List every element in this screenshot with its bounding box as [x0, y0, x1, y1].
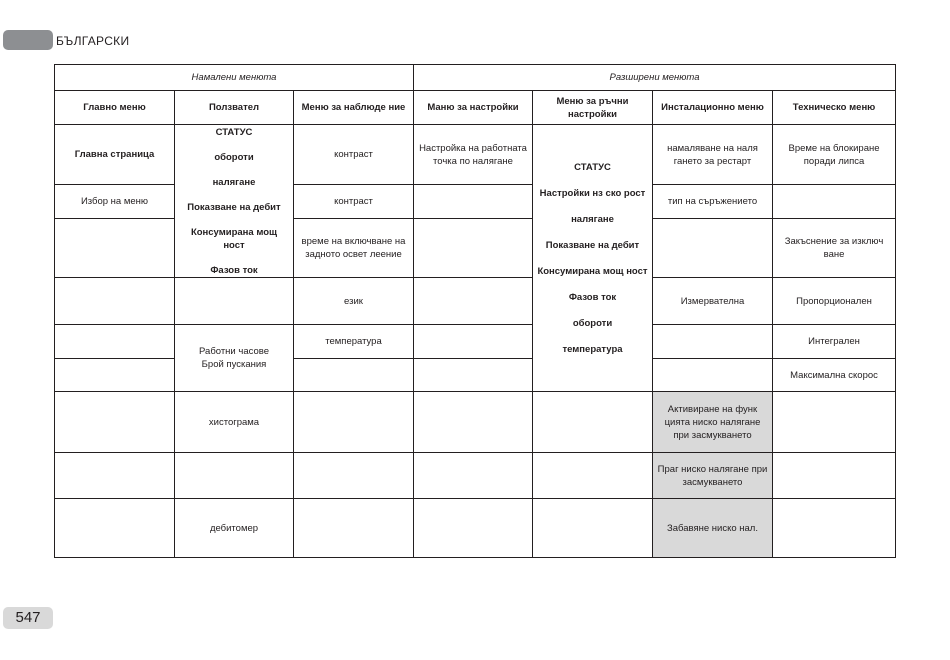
manual-item: Показване на дебит [545, 239, 640, 251]
empty-cell [773, 499, 896, 558]
user-item: дебитомер [175, 499, 294, 558]
empty-cell [294, 392, 414, 453]
technical-item: Време на блокиране поради липса [773, 125, 896, 185]
technical-item: Максимална скорос [773, 359, 896, 392]
manual-settings-block [533, 125, 653, 392]
empty-cell [175, 453, 294, 499]
empty-cell [533, 453, 653, 499]
manual-item: налягане [571, 213, 614, 225]
empty-cell [55, 499, 175, 558]
monitoring-item: контраст [294, 185, 414, 219]
empty-cell [414, 392, 533, 453]
empty-cell [55, 219, 175, 278]
empty-cell [653, 325, 773, 359]
empty-cell [653, 359, 773, 392]
empty-cell [55, 359, 175, 392]
technical-item: Интегрален [773, 325, 896, 359]
settings-item: Настройка на работната точка по налягане [414, 125, 533, 185]
reduced-menus-header: Намалени менюта [55, 65, 414, 91]
main-menu-select: Избор на меню [55, 185, 175, 219]
column-header-settings: Маню за настройки [414, 91, 533, 125]
user-item: Фазов ток [210, 264, 258, 276]
user-item: хистограма [175, 392, 294, 453]
manual-item: температура [562, 343, 623, 355]
monitoring-item: контраст [294, 125, 414, 185]
main-menu-home: Главна страница [55, 125, 175, 185]
column-header-user: Ползвател [175, 91, 294, 125]
user-item: Работни часове [199, 346, 269, 357]
empty-cell [414, 325, 533, 359]
installation-item: Измервателна [653, 278, 773, 325]
empty-cell [55, 453, 175, 499]
empty-cell [294, 499, 414, 558]
language-tab-marker [3, 30, 53, 50]
empty-cell [175, 278, 294, 325]
user-item: обороти [214, 151, 254, 163]
empty-cell [773, 392, 896, 453]
installation-item: Активиране на функ цията ниско налягане при засмукването [653, 392, 773, 453]
page-number: 547 [3, 607, 53, 629]
installation-item: тип на съръжението [653, 185, 773, 219]
manual-item: Консумирана мощ ност [537, 265, 648, 277]
empty-cell [414, 499, 533, 558]
manual-item: Фазов ток [568, 291, 617, 303]
empty-cell [533, 499, 653, 558]
user-item: Брой пускания [201, 359, 267, 370]
empty-cell [414, 219, 533, 278]
empty-cell [414, 278, 533, 325]
user-item: Показване на дебит [187, 201, 281, 213]
menu-structure-table [54, 64, 896, 558]
monitoring-item: температура [294, 325, 414, 359]
manual-item: обороти [572, 317, 613, 329]
user-item: налягане [212, 176, 256, 188]
empty-cell [294, 359, 414, 392]
column-header-main-menu: Главно меню [55, 91, 175, 125]
technical-item: Закъснение за изключ ване [773, 219, 896, 278]
empty-cell [55, 325, 175, 359]
column-header-monitoring: Меню за наблюде ние [294, 91, 414, 125]
manual-item: СТАТУС [574, 161, 611, 173]
installation-item: Забавяне ниско нал. [653, 499, 773, 558]
user-menu-status-block [175, 125, 294, 278]
manual-item: Настройки нз ско рост [539, 187, 646, 199]
extended-menus-header: Разширени менюта [414, 65, 896, 91]
empty-cell [773, 453, 896, 499]
column-header-installation: Инсталационно меню [653, 91, 773, 125]
column-header-manual-settings: Меню за ръчни настройки [533, 91, 653, 125]
monitoring-item: време на включване на задното освет леение [294, 219, 414, 278]
user-item: СТАТУС [215, 126, 253, 138]
empty-cell [533, 392, 653, 453]
monitoring-item: език [294, 278, 414, 325]
empty-cell [294, 453, 414, 499]
empty-cell [414, 359, 533, 392]
installation-item: намаляване на наля гането за рестарт [653, 125, 773, 185]
user-item: Консумирана мощ ност [190, 226, 278, 251]
empty-cell [55, 278, 175, 325]
column-header-technical: Техническо меню [773, 91, 896, 125]
installation-item: Праг ниско налягане при засмукването [653, 453, 773, 499]
empty-cell [414, 453, 533, 499]
empty-cell [414, 185, 533, 219]
language-label: БЪЛГАРСКИ [56, 34, 130, 48]
empty-cell [773, 185, 896, 219]
technical-item: Пропорционален [773, 278, 896, 325]
empty-cell [653, 219, 773, 278]
user-counters-block [175, 325, 294, 392]
empty-cell [55, 392, 175, 453]
